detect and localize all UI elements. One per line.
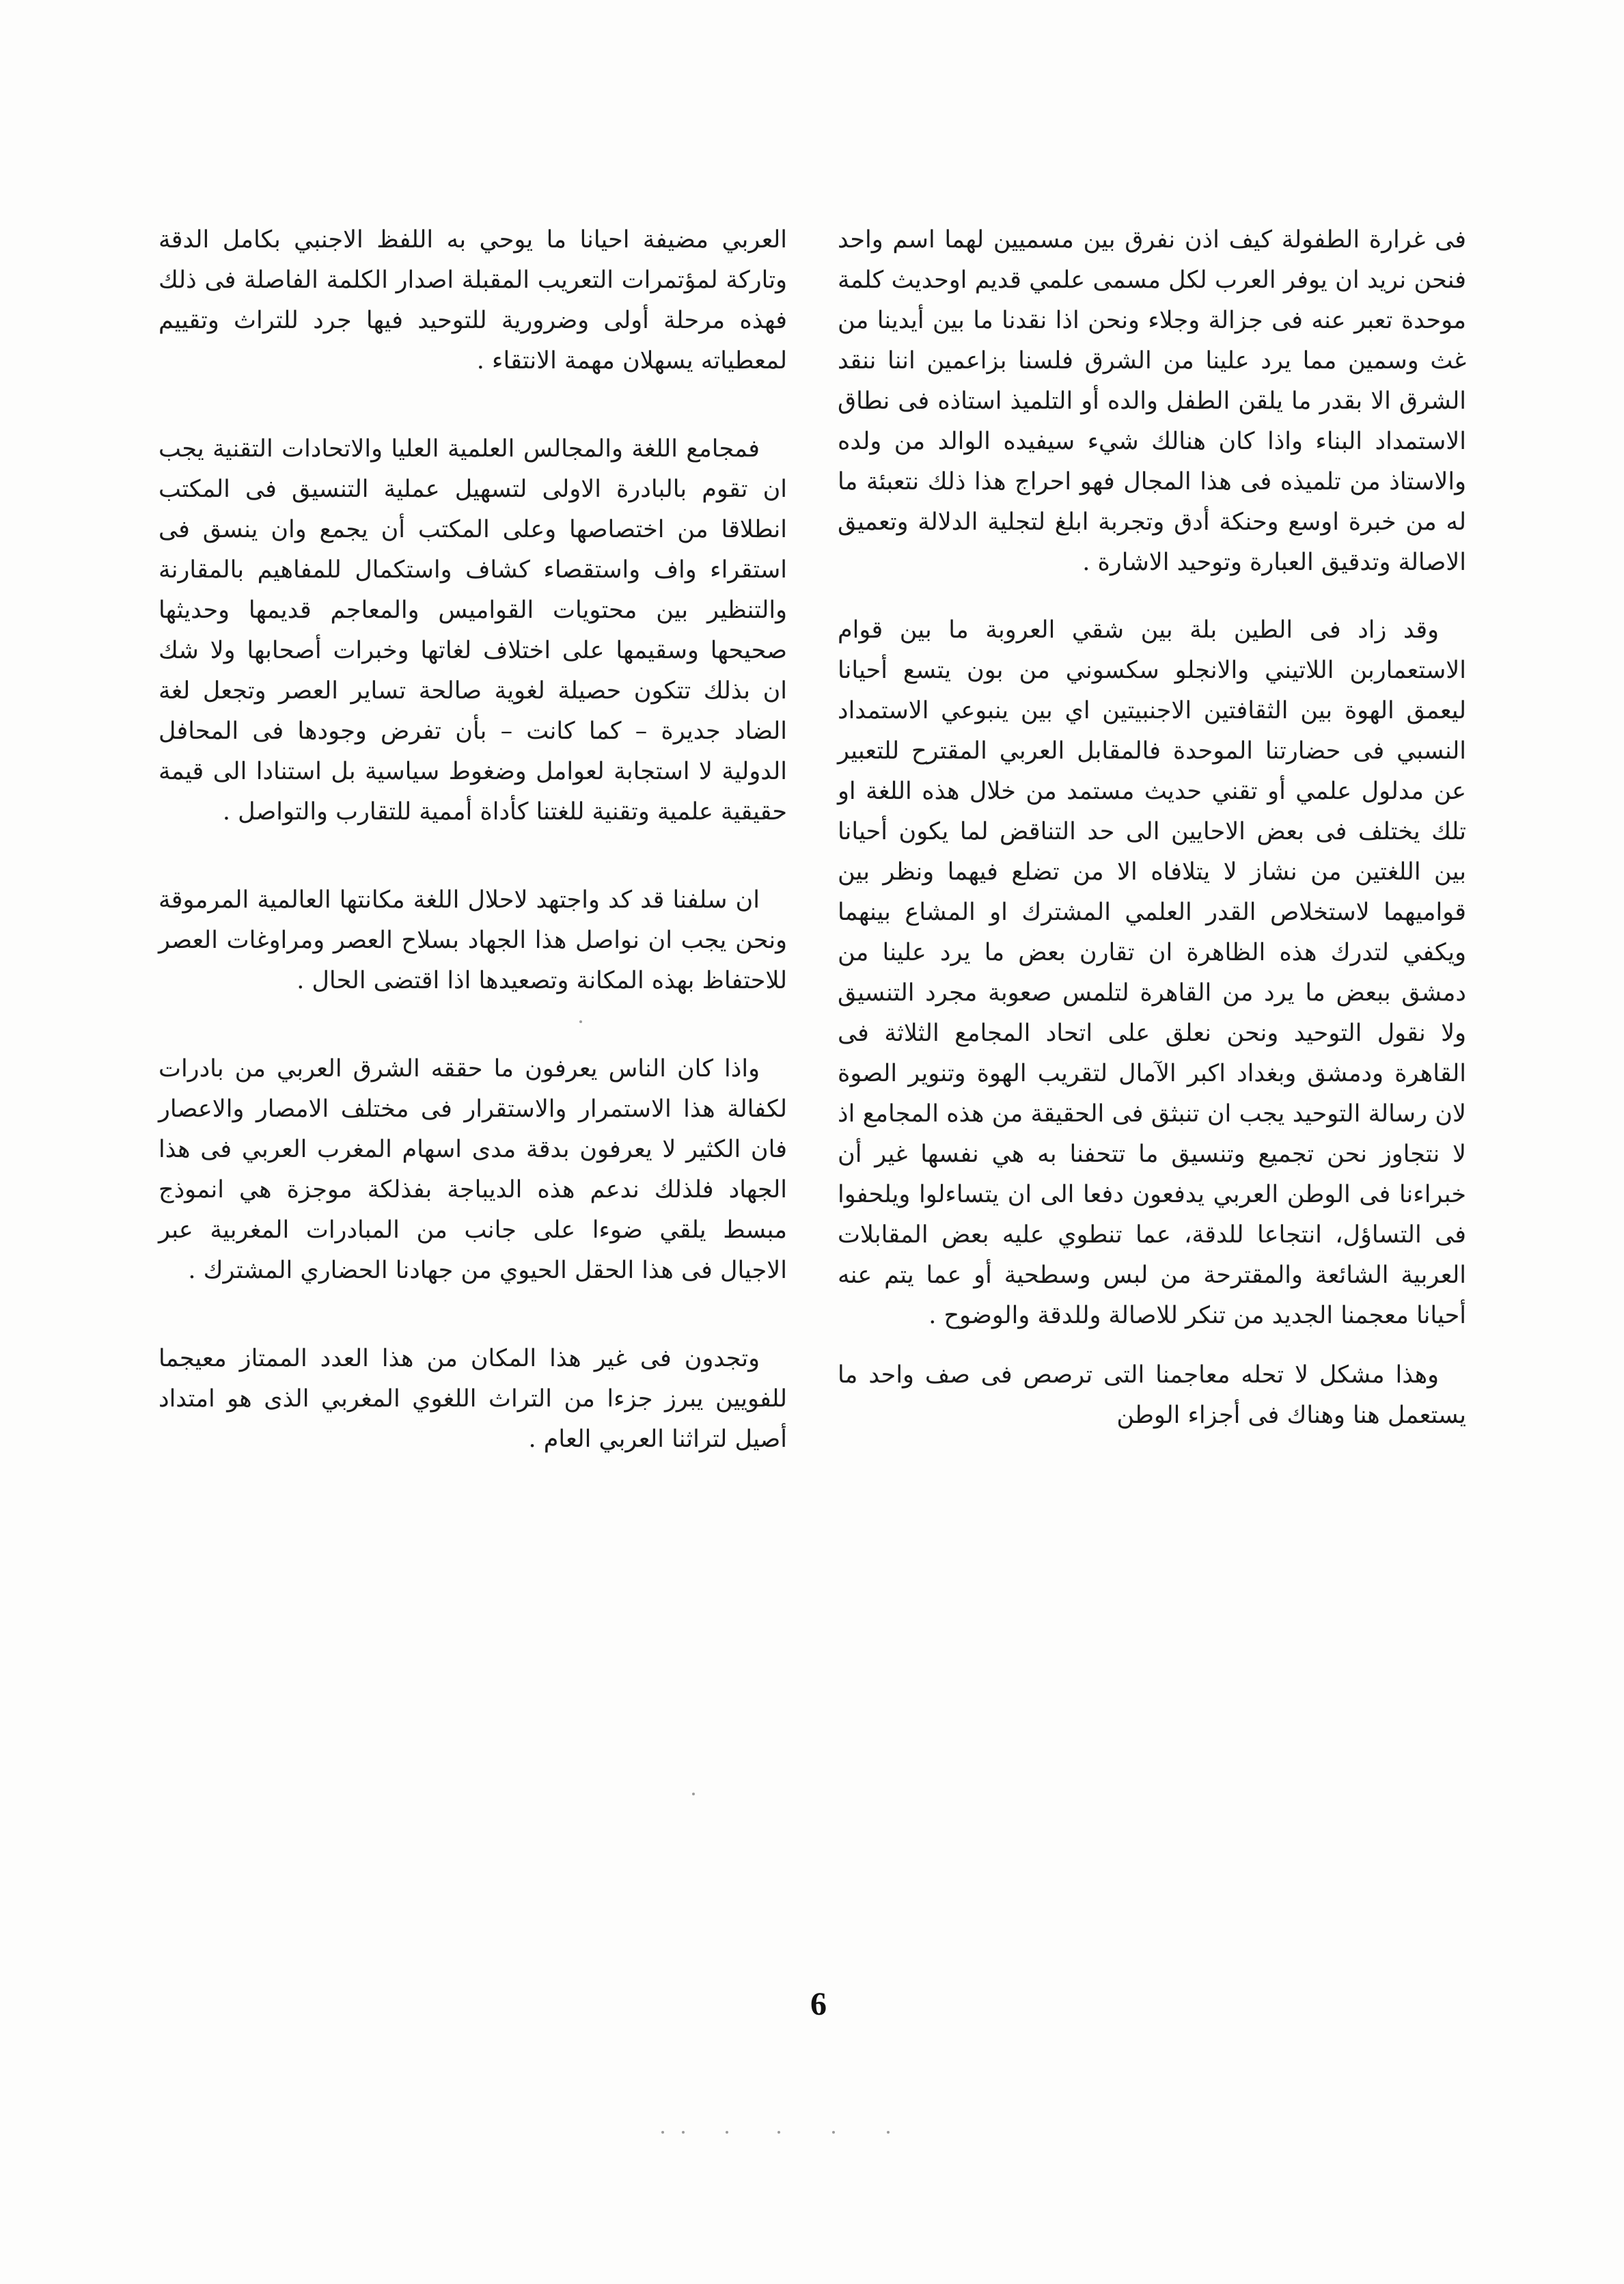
scan-speck	[832, 2131, 835, 2134]
scan-speck	[579, 1020, 582, 1023]
paragraph: العربي مضيفة احيانا ما يوحي به اللفظ الاجنبي بكامل الدقة وتاركة لمؤتمرات التعريب المقبلة اصدار الكلمة الفاصلة فى ذلك فهذه مرحلة أولى وضرورية للتوحيد فيها جرد للتراث وتقييم لمعطياته يسهلان مهمة الانتقاء .	[159, 226, 787, 375]
scan-speck	[726, 2131, 728, 2134]
scan-speck	[682, 2131, 685, 2134]
paragraph: فمجامع اللغة والمجالس العلمية العليا والاتحادات التقنية يجب ان تقوم بالبادرة الاولى لتسهيل عملية التنسيق فى المكتب انطلاقا من اختصاصها وعلى المكتب أن يجمع وان ينسق فى استقراء واف واستقصاء كشاف واستكمال للمفاهيم بالمقارنة والتنظير بين محتويات القواميس والمعاجم قديمها وحديثها صحيحها وسقيمها على اختلاف لغاتها وخبرات أصحابها ولا شك ان بذلك تتكون حصيلة لغوية صالحة تساير العصر وتجعل لغة الضاد جديرة – كما كانت – بأن تفرض وجودها فى المحافل الدولية لا استجابة لعوامل وضغوط سياسية بل استنادا الى قيمة حقيقية علمية وتقنية للغتنا كأداة أممية للتقارب والتواصل .	[159, 435, 787, 826]
scan-speck	[887, 2131, 890, 2134]
paragraph: وقد زاد فى الطين بلة بين شقي العروبة ما بين قوام الاستعماربن اللاتيني والانجلو سكسوني من بون يتسع أحيانا ليعمق الهوة بين الثقافتين الاجنبيتين اي بين ينبوعي الاستمداد النسبي فى حضارتنا الموحدة فالمقابل العربي المقترح للتعبير عن مدلول علمي أو تقني حديث مستمد من خلال هذه اللغة او تلك يختلف فى بعض الاحايين الى حد التناقض لما يكون أحيانا بين اللغتين من نشاز لا يتلافاه الا من تضلع فيهما ونظر بين قواميهما لاستخلاص القدر العلمي المشترك او المشاع بينهما ويكفي لتدرك هذه الظاهرة ان تقارن بعض ما يرد علينا من دمشق ببعض ما يرد من القاهرة لتلمس صعوبة مجرد التنسيق ولا نقول التوحيد ونحن نعلق على اتحاد المجامع الثلاثة فى القاهرة ودمشق وبغداد اكبر الآمال لتقريب الهوة وتنوير الصوة لان رسالة التوحيد يجب ان تنبثق فى الحقيقة من هذه المجامع اذ لا نتجاوز نحن تجميع وتنسيق ما تتحفنا به هي نفسها غير أن خبراءنا فى الوطن العربي يدفعون دفعا الى ان يتساءلوا ويلحفوا فى التساؤل، انتجاعا للدقة، عما تنطوي عليه بعض المقابلات العربية الشائعة والمقترحة من لبس وسطحية أو عما يتم عنه أحيانا معجمنا الجديد من تنكر للاصالة وللدقة والوضوح .	[838, 616, 1466, 1329]
paragraph: وتجدون فى غير هذا المكان من هذا العدد الممتاز معيجما للفويين يبرز جزءا من التراث اللغوي المغربي الذى هو امتداد أصيل لتراثنا العربي العام .	[159, 1345, 787, 1453]
paragraph: ان سلفنا قد كد واجتهد لاحلال اللغة مكانتها العالمية المرموقة ونحن يجب ان نواصل هذا الجهاد بسلاح العصر ومراوغات العصر للاحتفاظ بهذه المكانة وتصعيدها اذا اقتضى الحال .	[159, 886, 787, 994]
scan-speck	[661, 2131, 664, 2134]
scan-speck	[777, 2131, 780, 2134]
paragraph: واذا كان الناس يعرفون ما حققه الشرق العربي من بادرات لكفالة هذا الاستمرار والاستقرار فى مختلف الامصار والاعصار فان الكثير لا يعرفون بدقة مدى اسهام المغرب العربي فى هذا الجهاد فلذلك ندعم هذه الديباجة بفذلكة موجزة هي انموذج مبسط يلقي ضوءا على جانب من المبادرات المغربية عبر الاجيال فى هذا الحقل الحيوي من جهادنا الحضاري المشترك .	[159, 1055, 787, 1284]
scan-speck	[692, 1793, 695, 1795]
left-text-column	[159, 220, 787, 1460]
right-text-column	[838, 220, 1466, 1436]
paragraph: وهذا مشكل لا تحله معاجمنا التى ترصص فى صف واحد ما يستعمل هنا وهناك فى أجزاء الوطن	[838, 1361, 1466, 1429]
paragraph: فى غرارة الطفولة كيف اذن نفرق بين مسميين لهما اسم واحد فنحن نريد ان يوفر العرب لكل مسمى علمي قديم اوحديث كلمة موحدة تعبر عنه فى جزالة وجلاء ونحن اذا نقدنا ما بين أيدينا من غث وسمين مما يرد علينا من الشرق فلسنا بزاعمين اننا ننقد الشرق الا بقدر ما يلقن الطفل والده أو التلميذ استاذه فى نطاق الاستمداد البناء واذا كان هنالك شيء سيفيده الوالد من ولده والاستاذ من تلميذه فى هذا المجال فهو احراج هذا ذلك نتعبئة ما له من خبرة اوسع وحنكة أدق وتجربة ابلغ لتجلية الدلالة وتعميق الاصالة وتدقيق العبارة وتوحيد الاشارة .	[838, 226, 1466, 576]
page-number: 6	[810, 1986, 827, 2022]
